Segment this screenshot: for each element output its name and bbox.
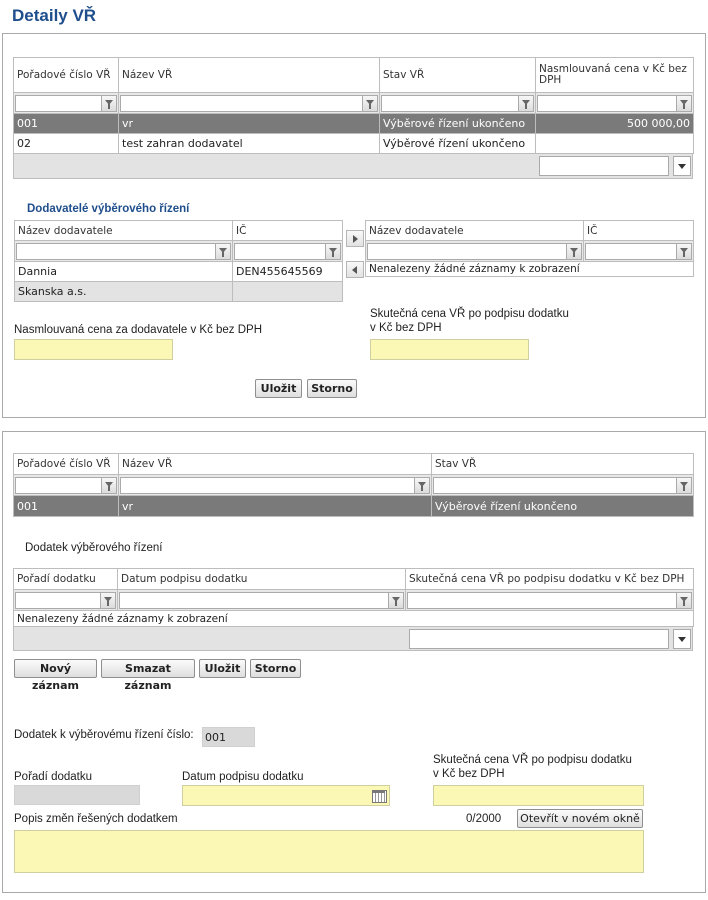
date-input[interactable] (182, 785, 390, 806)
table-row[interactable] (15, 282, 343, 302)
filter-input[interactable] (120, 477, 415, 494)
filter-input[interactable] (407, 592, 677, 609)
description-textarea[interactable] (14, 830, 644, 873)
chevron-down-icon[interactable] (673, 156, 691, 176)
filter-input[interactable] (119, 592, 389, 609)
column-header-poradi[interactable]: Pořadí dodatku (14, 569, 118, 590)
column-header-nazev-dodavatele[interactable]: Název dodavatele (15, 221, 233, 241)
chevron-down-icon[interactable] (673, 629, 691, 649)
filter-icon[interactable] (216, 243, 231, 260)
table-row[interactable] (14, 114, 694, 134)
filter-icon[interactable] (102, 477, 117, 494)
vr-number-label: Dodatek k výběrovému řízení číslo: (14, 729, 194, 741)
new-record-button[interactable]: Nový záznam (14, 659, 97, 678)
arrow-left-icon (352, 266, 357, 274)
char-count: 0/2000 (466, 813, 502, 825)
save-button[interactable]: Uložit (255, 379, 302, 398)
filter-input[interactable] (15, 592, 101, 609)
filter-icon[interactable] (567, 243, 582, 260)
amendment-title: Dodatek výběrového řízení (25, 542, 163, 554)
filter-input[interactable] (120, 95, 363, 112)
arrow-right-icon (353, 235, 358, 243)
move-left-button[interactable] (346, 261, 364, 278)
cell-stav: Výběrové řízení ukončeno (380, 134, 536, 154)
order-field (14, 785, 140, 805)
grid-pager (13, 626, 693, 651)
filter-input[interactable] (15, 477, 102, 494)
vr-grid (13, 57, 694, 154)
column-header-ic[interactable]: IČ (233, 221, 343, 241)
table-row[interactable] (14, 496, 694, 517)
filter-icon[interactable] (415, 477, 430, 494)
filter-input[interactable] (381, 95, 519, 112)
description-label: Popis změn řešených dodatkem (14, 813, 178, 825)
suppliers-left-grid (14, 220, 343, 302)
column-header-nazev[interactable]: Název VŘ (119, 58, 380, 93)
column-header-nazev[interactable]: Název VŘ (119, 454, 432, 475)
supplier-price-label: Nasmlouvaná cena za dodavatele v Kč bez DPH (14, 324, 263, 336)
actual-price-label-line1: Skutečná cena VŘ po podpisu dodatku (370, 308, 569, 320)
cell-nazev: vr (119, 496, 432, 517)
cell-nazev: vr (119, 114, 380, 134)
filter-icon[interactable] (519, 95, 534, 112)
column-header-datum[interactable]: Datum podpisu dodatku (118, 569, 406, 590)
filter-input[interactable] (15, 95, 102, 112)
filter-icon[interactable] (101, 592, 116, 609)
filter-input[interactable] (367, 243, 567, 260)
page-title: Detaily VŘ (12, 6, 97, 25)
column-header-stav[interactable]: Stav VŘ (432, 454, 694, 475)
actual-price-label (370, 307, 569, 335)
actual-price-label-line2: v Kč bez DPH (370, 322, 442, 334)
supplier-price-input[interactable] (14, 339, 173, 360)
filter-input[interactable] (16, 243, 216, 260)
cell-nazev: Dannia (15, 262, 233, 282)
cancel-button[interactable]: Storno (307, 379, 357, 398)
calendar-icon[interactable] (370, 788, 387, 803)
filter-icon[interactable] (326, 243, 341, 260)
actual-price-input[interactable] (433, 785, 644, 806)
cell-ic: DEN455645569 (233, 262, 343, 282)
move-right-button[interactable] (346, 230, 364, 247)
filter-input[interactable] (234, 243, 326, 260)
cell-ic (233, 282, 343, 302)
order-label: Pořadí dodatku (14, 771, 93, 783)
suppliers-right-grid (365, 220, 694, 277)
cancel-button[interactable]: Storno (250, 659, 301, 678)
filter-icon[interactable] (677, 243, 692, 260)
cell-stav: Výběrové řízení ukončeno (380, 114, 536, 134)
column-header-nazev-dodavatele[interactable]: Název dodavatele (366, 221, 584, 241)
save-button[interactable]: Uložit (199, 659, 246, 678)
filter-icon[interactable] (677, 592, 692, 609)
actual-price-label-line1: Skutečná cena VŘ po podpisu dodatku (433, 754, 632, 766)
cell-cislo: 001 (14, 114, 119, 134)
date-label: Datum podpisu dodatku (182, 771, 304, 783)
filter-input[interactable] (537, 95, 677, 112)
page-size-select[interactable] (539, 156, 669, 176)
column-header-cena[interactable]: Skutečná cena VŘ po podpisu dodatku v Kč bez DPH (406, 569, 694, 590)
vr-number-field: 001 (202, 727, 255, 747)
cell-nazev: Skanska a.s. (15, 282, 233, 302)
filter-icon[interactable] (102, 95, 117, 112)
filter-input[interactable] (433, 477, 677, 494)
column-header-cena[interactable]: Nasmlouvaná cena v Kč bez DPH (536, 58, 694, 93)
table-row[interactable] (14, 134, 694, 154)
cell-stav: Výběrové řízení ukončeno (432, 496, 694, 517)
vr-grid-2 (13, 453, 694, 517)
actual-price-input[interactable] (370, 339, 529, 360)
empty-message: Nenalezeny žádné záznamy k zobrazení (14, 611, 694, 627)
page-size-select[interactable] (409, 629, 669, 649)
delete-record-button[interactable]: Smazat záznam (101, 659, 195, 678)
filter-icon[interactable] (677, 95, 692, 112)
filter-icon[interactable] (389, 592, 404, 609)
actual-price-label (433, 753, 632, 781)
cell-cena (536, 134, 694, 154)
column-header-cislo[interactable]: Pořadové číslo VŘ (14, 454, 119, 475)
filter-input[interactable] (585, 243, 677, 260)
grid-pager (13, 153, 693, 179)
column-header-stav[interactable]: Stav VŘ (380, 58, 536, 93)
filter-icon[interactable] (363, 95, 378, 112)
amendment-grid (13, 568, 694, 627)
cell-cislo: 02 (14, 134, 119, 154)
actual-price-label-line2: v Kč bez DPH (433, 768, 505, 780)
column-header-ic[interactable]: IČ (584, 221, 694, 241)
cell-cena: 500 000,00 (536, 114, 694, 134)
suppliers-title: Dodavatelé výběrového řízení (27, 203, 190, 215)
column-header-cislo[interactable]: Pořadové číslo VŘ (14, 58, 119, 93)
cell-nazev: test zahran dodavatel (119, 134, 380, 154)
cell-cislo: 001 (14, 496, 119, 517)
open-new-window-button[interactable]: Otevřít v novém okně (517, 809, 643, 828)
empty-message: Nenalezeny žádné záznamy k zobrazení (366, 262, 694, 277)
filter-icon[interactable] (677, 477, 692, 494)
table-row[interactable] (15, 262, 343, 282)
